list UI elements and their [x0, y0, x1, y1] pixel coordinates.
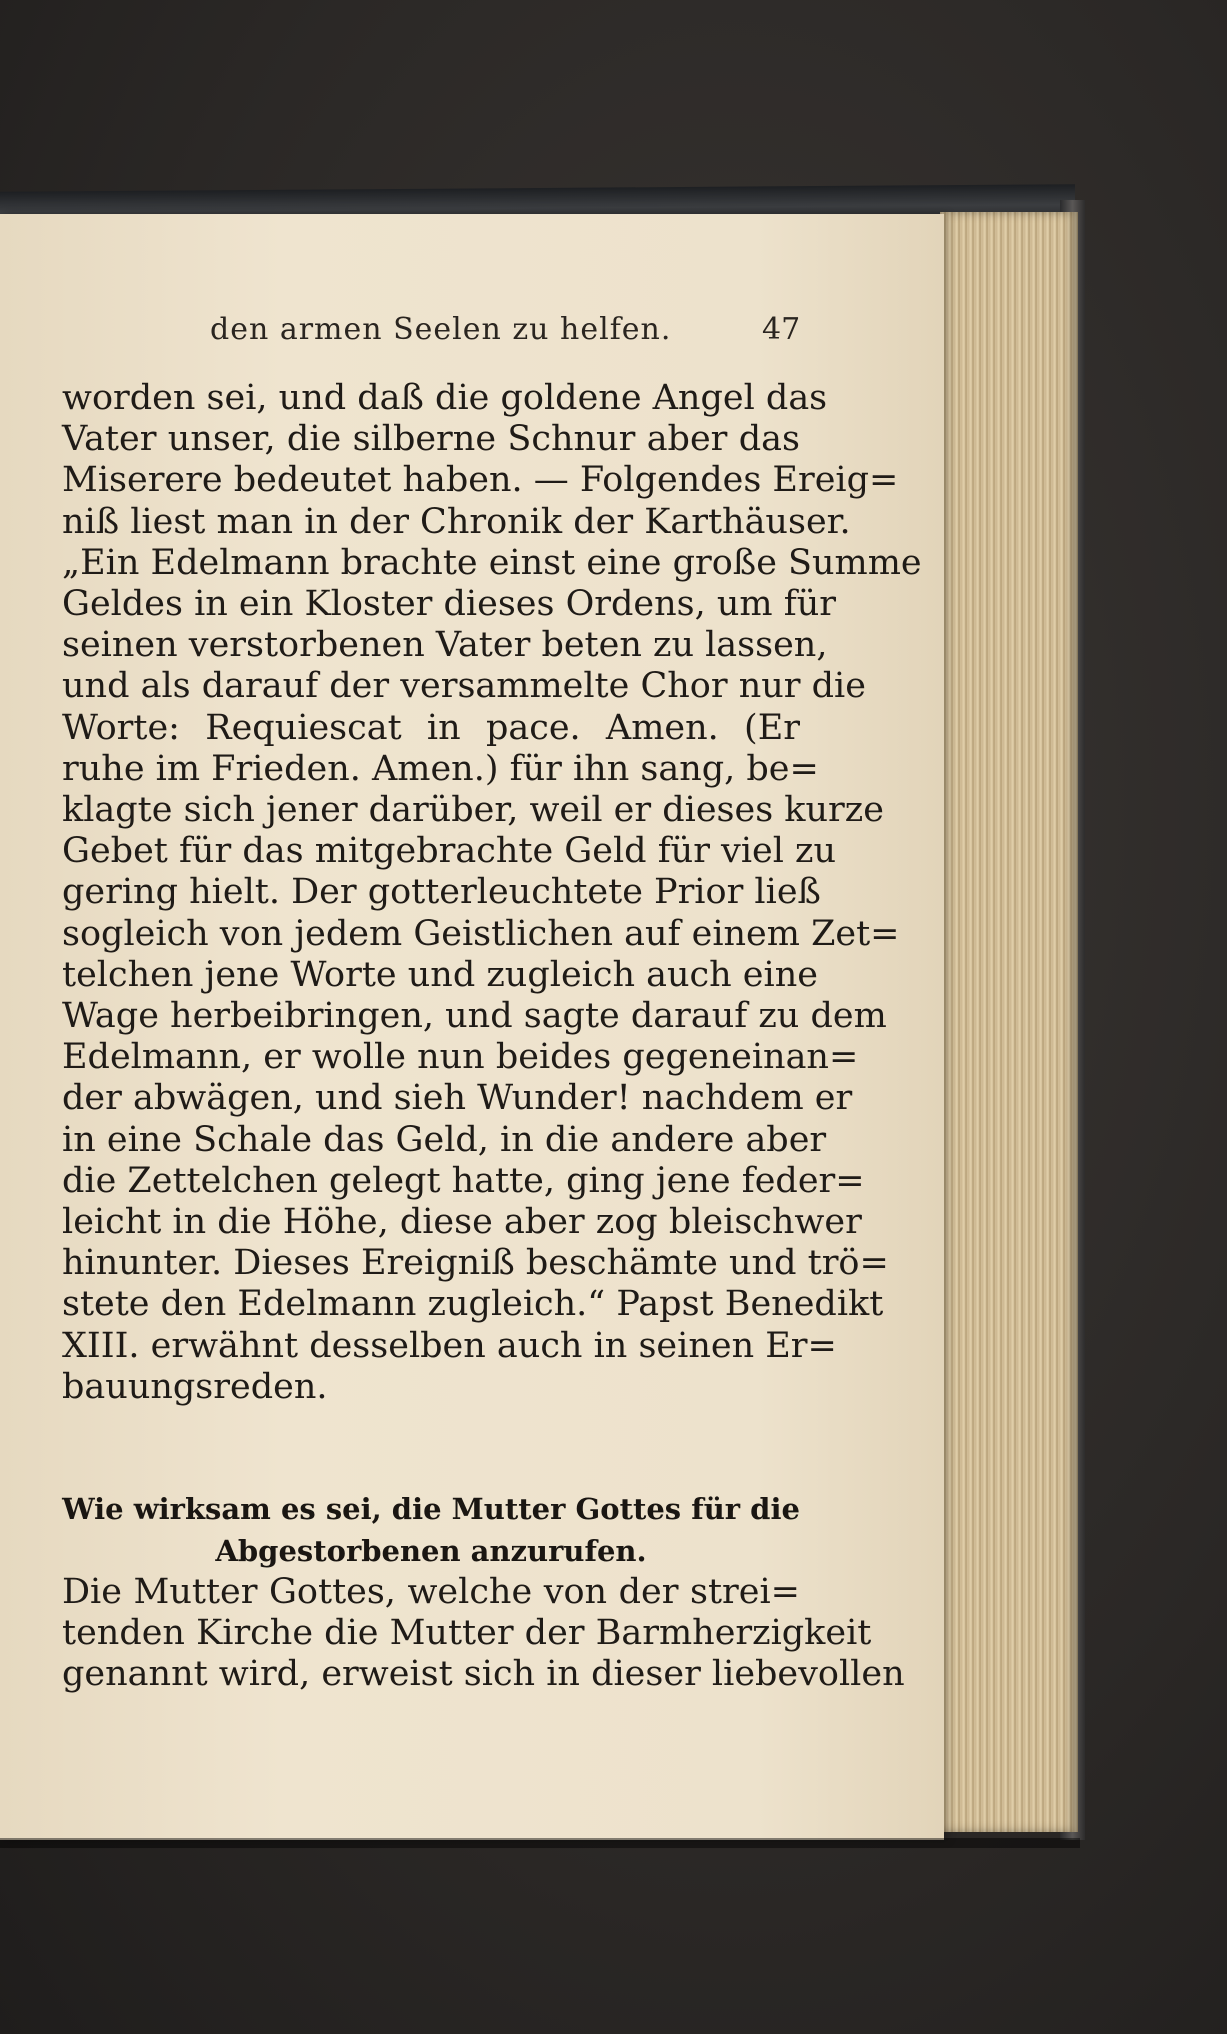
text-line: die Zettelchen gelegt hatte, ging jene feder=: [62, 1160, 865, 1201]
text-line: klagte sich jener darüber, weil er dieses kurze: [62, 790, 884, 831]
heading-line: Abgestorbenen anzurufen.: [215, 1534, 647, 1568]
text-line: tenden Kirche die Mutter der Barmherzigkeit: [62, 1613, 872, 1654]
text-line: ruhe im Frieden. Amen.) für ihn sang, be=: [62, 748, 819, 789]
text-line: stete den Edelmann zugleich.“ Papst Benedikt: [62, 1284, 884, 1325]
text-line: Worte: Requiescat in pace. Amen. (Er: [62, 707, 800, 748]
text-line: sogleich von jedem Geistlichen auf einem Zet=: [62, 913, 900, 954]
paragraph-2: [62, 1572, 905, 1696]
paragraph-1: [62, 378, 922, 1408]
text-line: genannt wird, erweist sich in dieser liebevollen: [62, 1654, 905, 1695]
text-line: seinen verstorbenen Vater beten zu lassen,: [62, 625, 828, 666]
text-line: gering hielt. Der gotterleuchtete Prior ließ: [62, 872, 821, 913]
text-line: hinunter. Dieses Ereigniß beschämte und trö=: [62, 1243, 889, 1284]
text-line: Wage herbeibringen, und sagte darauf zu dem: [62, 996, 887, 1037]
heading-line: Wie wirksam es sei, die Mutter Gottes für die: [62, 1492, 800, 1526]
text-line: Die Mutter Gottes, welche von der strei=: [62, 1572, 800, 1612]
text-line: Gebet für das mitgebrachte Geld für viel zu: [62, 831, 837, 872]
text-line: Edelmann, er wolle nun beides gegeneinan=: [62, 1037, 859, 1078]
text-line: telchen jene Worte und zugleich auch eine: [62, 954, 818, 995]
section-heading: [62, 1488, 800, 1572]
page-bottom-shadow: [0, 1838, 1080, 1848]
page-number: 47: [762, 312, 801, 347]
text-line: in eine Schale das Geld, in die andere aber: [62, 1119, 827, 1160]
text-line: Miserere bedeutet haben. — Folgendes Ereig=: [62, 460, 899, 501]
text-line: Vater unser, die silberne Schnur aber das: [62, 419, 800, 460]
text-line: worden sei, und daß die goldene Angel das: [62, 378, 828, 418]
text-line: leicht in die Höhe, diese aber zog bleischwer: [62, 1202, 862, 1243]
text-line: bauungsreden.: [62, 1366, 328, 1407]
page-fore-edge: [940, 212, 1078, 1832]
text-line: Geldes in ein Kloster dieses Ordens, um für: [62, 584, 836, 625]
text-line: „Ein Edelmann brachte einst eine große Summe: [62, 542, 922, 583]
text-line: und als darauf der versammelte Chor nur die: [62, 666, 866, 707]
text-line: niß liest man in der Chronik der Karthäuser.: [62, 501, 851, 542]
text-line: XIII. erwähnt desselben auch in seinen Er=: [62, 1325, 837, 1366]
text-line: der abwägen, und sieh Wunder! nachdem er: [62, 1078, 853, 1119]
running-title: den armen Seelen zu helfen.: [210, 312, 672, 347]
